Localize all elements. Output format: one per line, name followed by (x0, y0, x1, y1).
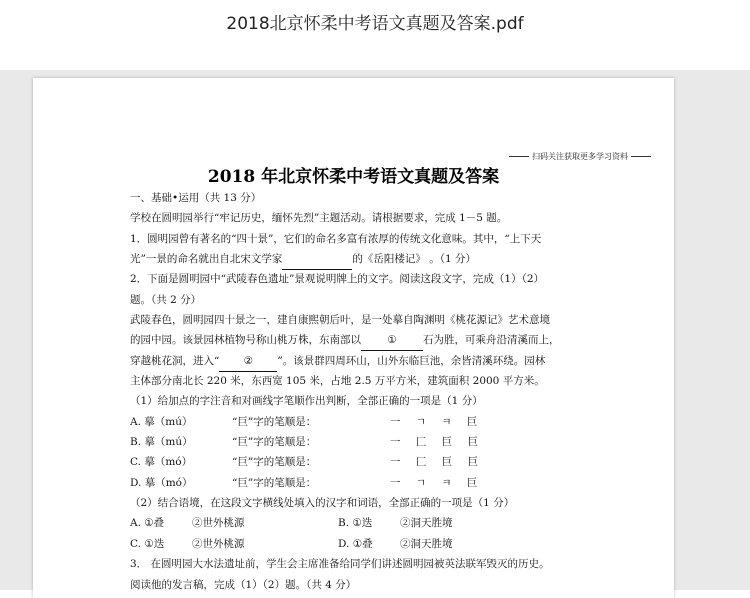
question-1-line-2 (130, 249, 476, 270)
stroke-order: 一 匚 巨 巨 (390, 456, 485, 468)
stroke-label: “巨”字的笔顺是： (232, 436, 317, 448)
pdf-page[interactable] (33, 78, 674, 598)
passage-text: ”。该景群四周环山，山外东临巨池，余皆清溪环绕。园林 (277, 355, 546, 367)
option-label: B. ①迭 (338, 517, 373, 529)
divider (631, 156, 651, 157)
stroke-order: 一 ㄱ ㅋ 巨 (390, 477, 484, 489)
option-c (130, 452, 485, 472)
answer-blank (282, 249, 352, 270)
option-label: D. 摹（mó） (130, 477, 193, 489)
option-d (130, 473, 484, 493)
subquestion-1: （1）给加点的字注音和对画线字笔顺作出判断，全部正确的一项是（1 分） (130, 395, 483, 407)
option-row-2 (130, 534, 453, 554)
passage-text: 的园中园。该景园林植物号称山桃万株，东南部以 (130, 334, 361, 346)
passage-text: 穿越桃花洞，进入“ (130, 355, 220, 367)
option-row-1 (130, 513, 453, 533)
question-2-line-2: 题。（共 2 分） (130, 294, 202, 306)
option-text: ②洞天胜境 (400, 538, 453, 550)
option-text: ②世外桃源 (192, 517, 245, 529)
stroke-label: “巨”字的笔顺是： (232, 416, 317, 428)
option-label: A. ①叠 (130, 517, 165, 529)
divider (509, 156, 529, 157)
option-text: ②世外桃源 (192, 538, 245, 550)
file-title: 2018北京怀柔中考语文真题及答案.pdf (226, 14, 524, 34)
question-1-line-1: 1．圆明园曾有著名的“四十景”，它们的命名多富有浓厚的传统文化意味。其中，“上下天 (130, 233, 542, 245)
passage-line-2 (130, 330, 560, 351)
option-label: B. 摹（mú） (130, 436, 193, 448)
question-3-line-2: 阅读他的发言稿，完成（1）（2）题。（共 4 分） (130, 579, 357, 591)
option-b (130, 432, 485, 452)
stroke-label: “巨”字的笔顺是： (232, 477, 317, 489)
passage-line-3 (130, 351, 545, 372)
title-bar (0, 0, 750, 70)
blank-1: ① (361, 330, 423, 351)
option-label: C. ①迭 (130, 538, 165, 550)
question-3-line-1: 3． 在圆明园大水法遗址前，学生会主席准备给同学们讲述圆明园被英法联军毁灭的历史。 (130, 558, 550, 570)
stroke-order: 一 匚 巨 巨 (390, 436, 485, 448)
option-text: ②洞天胜境 (400, 517, 453, 529)
stroke-order: 一 ㄱ ㅋ 巨 (390, 416, 484, 428)
passage-line-4: 主体部分南北长 220 米，东西宽 105 米，占地 2.5 万平方米，建筑面积 2000 平方米。 (130, 375, 545, 387)
option-a (130, 412, 484, 432)
option-label: D. ①叠 (338, 538, 373, 550)
intro-text: 学校在圆明园举行“牢记历史，缅怀先烈”主题活动。请根据要求，完成 1－5 题。 (130, 212, 508, 224)
question-2-line-1: 2．下面是圆明园中“武陵春色遗址”景观说明牌上的文字。阅读这段文字，完成（1）（2） (130, 273, 545, 285)
option-label: A. 摹（mú） (130, 416, 193, 428)
blank-2: ② (219, 351, 277, 372)
question-1-text: 光”一景的命名就出自北宋文学家 (130, 253, 283, 265)
stroke-label: “巨”字的笔顺是： (232, 456, 317, 468)
qr-note (506, 151, 654, 162)
passage-line-1: 武陵春色，圆明园四十景之一，建自康熙朝后叶，是一处摹自陶渊明《桃花源记》艺术意境 (130, 314, 550, 326)
subquestion-2: （2）结合语境，在这段文字横线处填入的汉字和词语，全部正确的一项是（1 分） (130, 497, 515, 509)
qr-note-text: 扫码关注获取更多学习资料 (532, 152, 628, 161)
passage-text: 石为胜，可乘舟沿清溪而上， (423, 334, 560, 346)
option-label: C. 摹（mó） (130, 456, 193, 468)
section-heading: 一、基础•运用（共 13 分） (130, 192, 262, 204)
document-title: 2018 年北京怀柔中考语文真题及答案 (207, 167, 500, 187)
question-1-text-end: 的《岳阳楼记》 。（1 分） (352, 253, 476, 265)
